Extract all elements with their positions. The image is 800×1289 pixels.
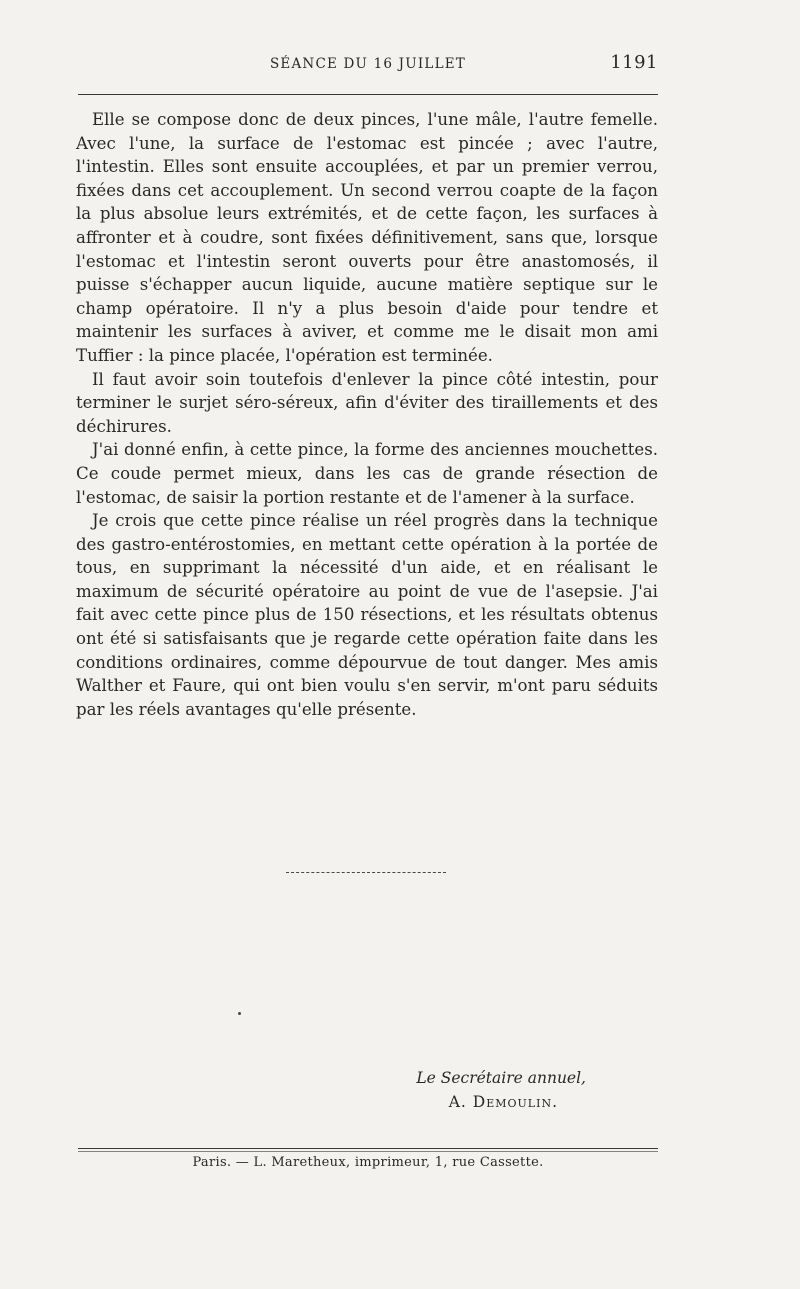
paragraph-1: Elle se compose donc de deux pinces, l'une mâle, l'autre femelle. Avec l'une, la surface de l'estomac est pincée ; avec l'autre, l'intestin. Elles sont ensuite accouplées, et par un premier verrou, fixées dans cet accouplement. Un second verrou coapte de la façon la plus absolue leurs extrémités, et de cette façon, les surfaces à affronter et à coudre, sont fixées définitivement, sans que, lorsque l'estomac et l'intestin seront ouverts pour être anastomosés, il puisse s'échapper aucun liquide, aucune matière septique sur le champ opératoire. Il n'y a plus besoin d'aide pour tendre et maintenir les surfaces à aviver, et comme me le disait mon ami Tuffier : la pince placée, l'opération est terminée. bbox=[76, 110, 658, 365]
body-text bbox=[76, 108, 658, 721]
header-rule bbox=[78, 94, 658, 95]
signature-block bbox=[380, 1066, 658, 1114]
section-divider bbox=[286, 872, 446, 873]
paragraph-4: Je crois que cette pince réalise un réel progrès dans la technique des gastro-entérostomies, en mettant cette opération à la portée de tous, en supprimant la nécessité d'un aide, et en réalisant le maximum de sécurité opératoire au point de vue de l'asepsie. J'ai fait avec cette pince plus de 150 résections, et les résultats obtenus ont été si satisfaisants que je regarde cette opération faite dans les conditions ordinaires, comme dépourvue de tout danger. Mes amis Walther et Faure, qui ont bien voulu s'en servir, m'ont paru séduits par les réels avantages qu'elle présente. bbox=[76, 511, 658, 719]
signature-name: A. Demoulin. bbox=[448, 1093, 558, 1111]
footer-rule bbox=[78, 1148, 658, 1149]
running-head bbox=[78, 50, 658, 80]
footer-rule-thin bbox=[78, 1151, 658, 1152]
running-title: SÉANCE DU 16 JUILLET bbox=[269, 56, 466, 72]
ink-dot bbox=[238, 1012, 241, 1015]
paragraph-3: J'ai donné enfin, à cette pince, la forme des anciennes mouchettes. Ce coude permet mieux, dans les cas de grande résection de l'estomac, de saisir la portion restante et de l'amener à la surface. bbox=[76, 440, 658, 507]
page-number: 1191 bbox=[610, 52, 658, 73]
printer-imprint: Paris. — L. Maretheux, imprimeur, 1, rue Cassette. bbox=[192, 1155, 544, 1170]
paragraph-2: Il faut avoir soin toutefois d'enlever la pince côté intestin, pour terminer le surjet séro-séreux, afin d'éviter des tiraillements et des déchirures. bbox=[76, 369, 658, 436]
signature-role: Le Secrétaire annuel, bbox=[416, 1069, 586, 1087]
